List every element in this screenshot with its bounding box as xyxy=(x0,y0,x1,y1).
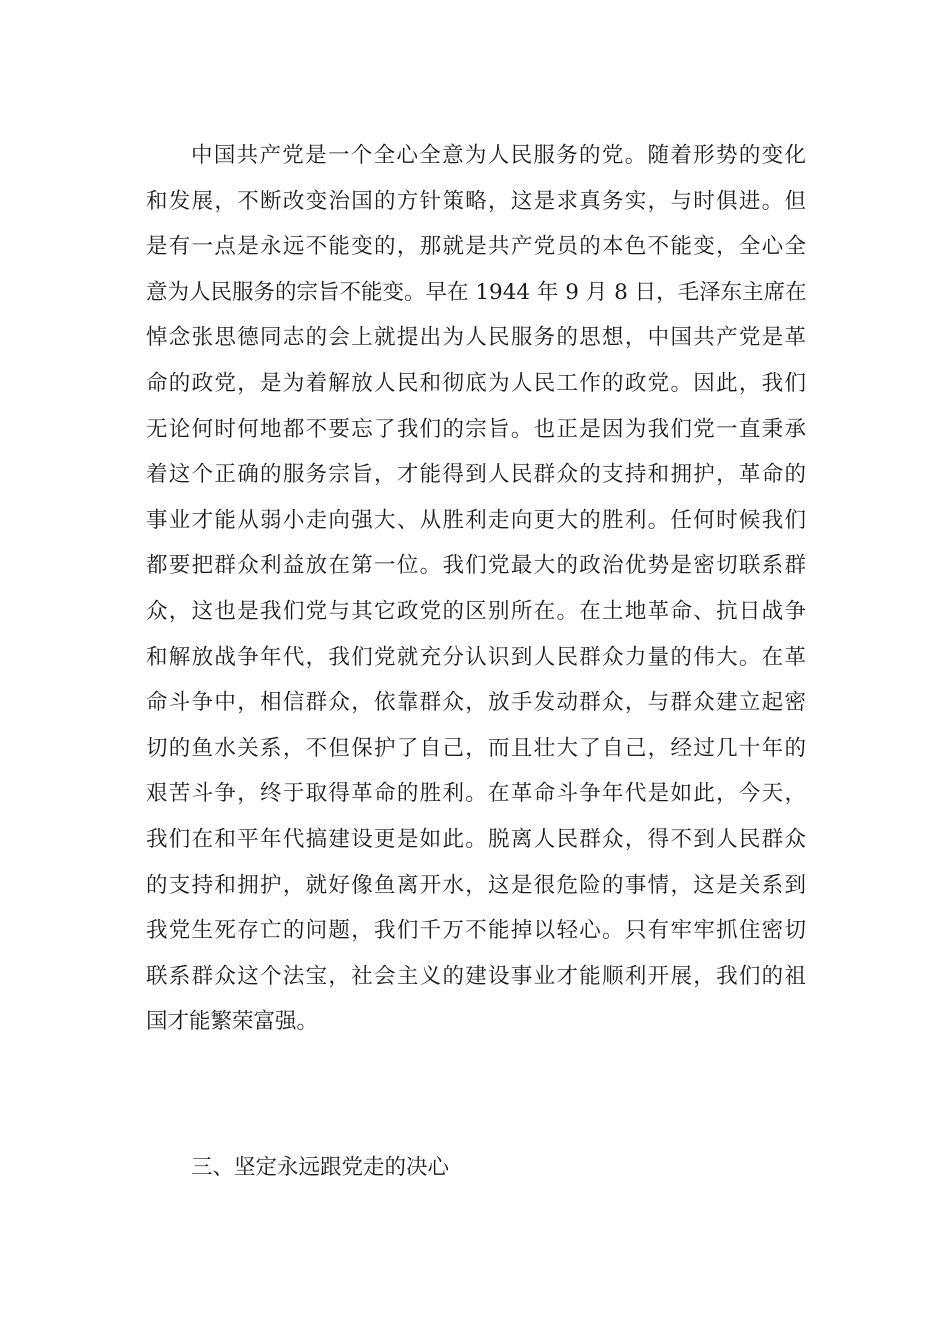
paragraph-line: 我们在和平年代搞建设更是如此。脱离人民群众，得不到人民群众 xyxy=(146,826,806,852)
paragraph-line: 都要把群众利益放在第一位。我们党最大的政治优势是密切联系群 xyxy=(146,553,806,579)
paragraph-line: 事业才能从弱小走向强大、从胜利走向更大的胜利。任何时候我们 xyxy=(146,507,806,533)
body-paragraph xyxy=(146,133,806,1045)
paragraph-line: 意为人民服务的宗旨不能变。早在 1944 年 9 月 8 日，毛泽东主席在 xyxy=(146,279,807,305)
paragraph-line: 和解放战争年代，我们党就充分认识到人民群众力量的伟大。在革 xyxy=(146,644,806,670)
paragraph-line: 命斗争中，相信群众，依靠群众，放手发动群众，与群众建立起密 xyxy=(146,690,806,716)
paragraph-line: 联系群众这个法宝，社会主义的建设事业才能顺利开展，我们的祖 xyxy=(146,963,806,989)
paragraph-line: 我党生死存亡的问题，我们千万不能掉以轻心。只有牢牢抓住密切 xyxy=(146,918,806,944)
paragraph-line: 无论何时何地都不要忘了我们的宗旨。也正是因为我们党一直秉承 xyxy=(146,416,806,442)
paragraph-line: 的支持和拥护，就好像鱼离开水，这是很危险的事情，这是关系到 xyxy=(146,872,806,898)
paragraph-line: 着这个正确的服务宗旨，才能得到人民群众的支持和拥护，革命的 xyxy=(146,462,806,488)
paragraph-line: 切的鱼水关系，不但保护了自己，而且壮大了自己，经过几十年的 xyxy=(146,735,806,761)
paragraph-line: 众，这也是我们党与其它政党的区别所在。在土地革命、抗日战争 xyxy=(146,598,806,624)
paragraph-line: 国才能繁荣富强。 xyxy=(146,1009,319,1035)
section-heading: 三、坚定永远跟党走的决心 xyxy=(191,1155,450,1180)
paragraph-line: 悼念张思德同志的会上就提出为人民服务的思想，中国共产党是革 xyxy=(146,325,806,351)
paragraph-line: 艰苦斗争，终于取得革命的胜利。在革命斗争年代是如此，今天， xyxy=(146,781,806,807)
paragraph-line: 是有一点是永远不能变的，那就是共产党员的本色不能变，全心全 xyxy=(146,234,806,260)
paragraph-line: 和发展，不断改变治国的方针策略，这是求真务实，与时俱进。但 xyxy=(146,188,806,214)
paragraph-line: 中国共产党是一个全心全意为人民服务的党。随着形势的变化 xyxy=(191,143,806,168)
paragraph-line: 命的政党，是为着解放人民和彻底为人民工作的政党。因此，我们 xyxy=(146,370,806,396)
